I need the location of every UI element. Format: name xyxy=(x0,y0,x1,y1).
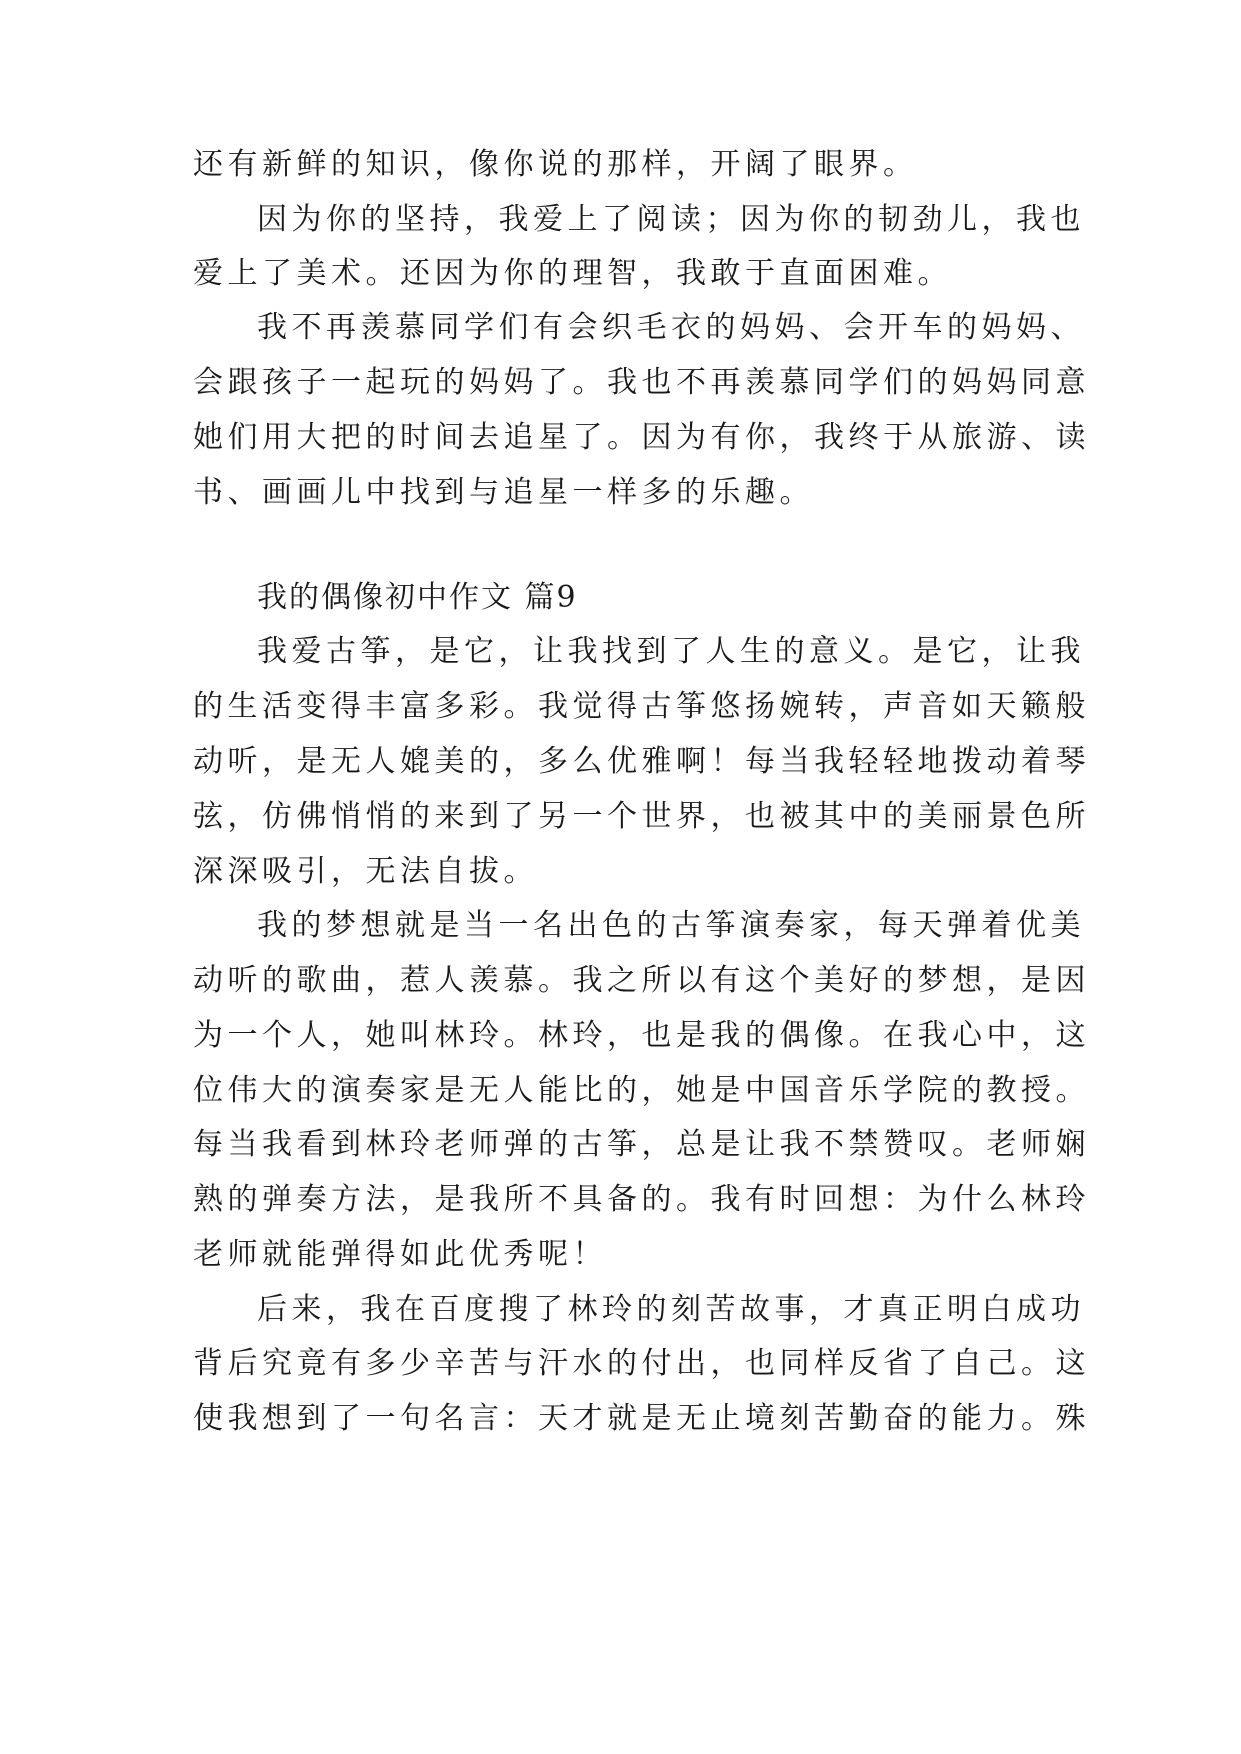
text-line: 爱上了美术。还因为你的理智，我敢于直面困难。 xyxy=(193,256,952,291)
text-line: 每当我看到林玲老师弹的古筝，总是让我不禁赞叹。老师娴 xyxy=(193,1127,1090,1162)
text-line: 的生活变得丰富多彩。我觉得古筝悠扬婉转，声音如天籁般 xyxy=(193,689,1090,724)
paragraph-start-line: 我爱古筝，是它，让我找到了人生的意义。是它，让我 xyxy=(257,634,1085,669)
paragraph-start-line: 我不再羡慕同学们有会织毛衣的妈妈、会开车的妈妈、 xyxy=(257,310,1085,345)
text-line: 还有新鲜的知识，像你说的那样，开阔了眼界。 xyxy=(193,147,918,182)
text-line: 深深吸引，无法自拔。 xyxy=(193,854,538,889)
text-line: 书、画画儿中找到与追星一样多的乐趣。 xyxy=(193,475,814,510)
text-line: 老师就能弹得如此优秀呢！ xyxy=(193,1237,607,1272)
text-line: 弦，仿佛悄悄的来到了另一个世界，也被其中的美丽景色所 xyxy=(193,799,1090,834)
text-line: 她们用大把的时间去追星了。因为有你，我终于从旅游、读 xyxy=(193,420,1090,455)
text-line: 熟的弹奏方法，是我所不具备的。我有时回想：为什么林玲 xyxy=(193,1182,1090,1217)
text-line: 背后究竟有多少辛苦与汗水的付出，也同样反省了自己。这 xyxy=(193,1346,1090,1381)
text-line: 动听的歌曲，惹人羡慕。我之所以有这个美好的梦想，是因 xyxy=(193,963,1090,998)
text-line: 位伟大的演奏家是无人能比的，她是中国音乐学院的教授。 xyxy=(193,1073,1090,1108)
text-line: 动听，是无人媲美的，多么优雅啊！每当我轻轻地拨动着琴 xyxy=(193,744,1090,779)
text-line: 会跟孩子一起玩的妈妈了。我也不再羡慕同学们的妈妈同意 xyxy=(193,365,1090,400)
text-line: 为一个人，她叫林玲。林玲，也是我的偶像。在我心中，这 xyxy=(193,1018,1090,1053)
paragraph-start-line: 因为你的坚持，我爱上了阅读；因为你的韧劲儿，我也 xyxy=(257,202,1085,237)
text-line: 使我想到了一句名言：天才就是无止境刻苦勤奋的能力。殊 xyxy=(193,1401,1090,1436)
paragraph-start-line: 我的梦想就是当一名出色的古筝演奏家，每天弹着优美 xyxy=(257,908,1085,943)
paragraph-start-line: 后来，我在百度搜了林玲的刻苦故事，才真正明白成功 xyxy=(257,1292,1085,1327)
section-title: 我的偶像初中作文 篇9 xyxy=(257,580,578,615)
